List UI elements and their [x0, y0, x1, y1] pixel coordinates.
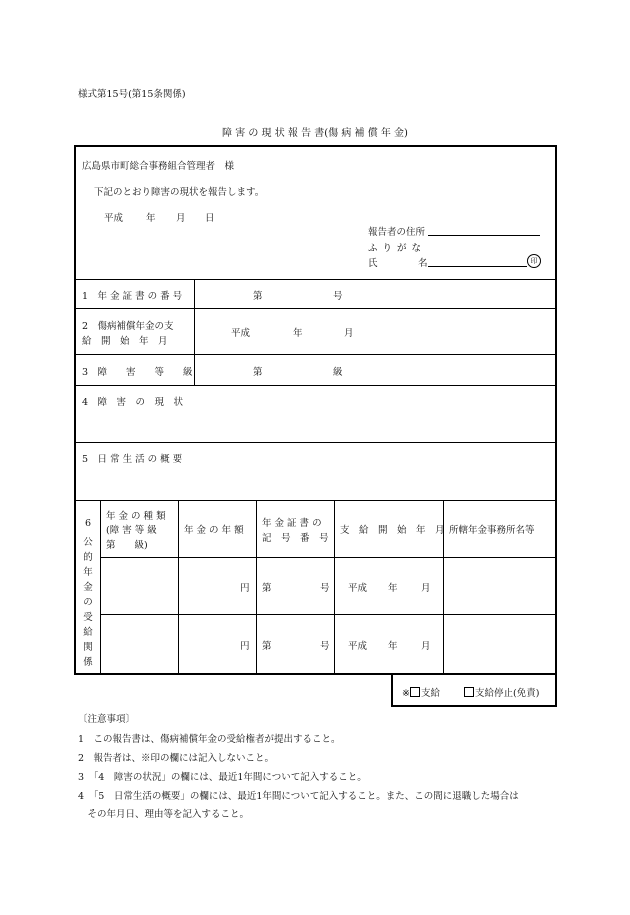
row2-label-line1: 2 傷病補償年金の支 — [82, 321, 174, 332]
date-year: 年 — [146, 213, 156, 224]
disability-status-field[interactable] — [80, 408, 550, 438]
addressee: 広島県市町総合事務組合管理者 様 — [82, 161, 235, 172]
pension-row2-dai: 第 — [262, 641, 272, 652]
pension-row2-go: 号 — [320, 641, 330, 652]
office-use-box — [402, 685, 539, 699]
pension-row1-go: 号 — [320, 583, 330, 594]
row3-label: 3 障 害 等 級 — [82, 367, 193, 378]
row2-month: 月 — [344, 328, 354, 339]
pension-row1-month: 月 — [421, 583, 431, 594]
intro-text: 下記のとおり障害の現状を報告します。 — [94, 187, 265, 198]
office-mark: ※ — [402, 688, 410, 699]
page-title: 障 害 の 現 状 報 告 書(傷 病 補 償 年 金) — [222, 128, 408, 139]
date-era: 平成 — [104, 213, 124, 224]
date-month: 月 — [176, 213, 186, 224]
pension-row1-year: 年 — [388, 583, 398, 594]
daily-life-field[interactable] — [80, 465, 550, 495]
date-day: 日 — [205, 213, 215, 224]
header-office-name: 所轄年金事務所名等 — [449, 525, 535, 536]
reporter-name-label-1: 氏 — [368, 258, 378, 269]
reporter-furigana-label: ふ り が な — [368, 243, 423, 254]
row1-label: 1 年 金 証 書 の 番 号 — [82, 291, 183, 302]
pension-row1-dai: 第 — [262, 583, 272, 594]
header-start-date: 支 給 開 始 年 月 — [340, 525, 445, 536]
row3-kyu: 級 — [333, 367, 343, 378]
reporter-address-field[interactable] — [428, 235, 540, 236]
header-annual-amount: 年 金 の 年 額 — [184, 525, 244, 536]
seal-icon: 印 — [527, 254, 541, 268]
stop-label: 支給停止(免責) — [475, 688, 540, 699]
header-pension-type-2: (障 害 等 級 — [106, 525, 157, 536]
notes-heading: 〔注意事項〕 — [78, 714, 136, 725]
header-pension-type-1: 年 金 の 種 類 — [106, 511, 166, 522]
note-item-4-cont: その年月日、理由等を記入すること。 — [78, 809, 250, 820]
row1-dai: 第 — [253, 291, 263, 302]
note-item-1: 1 この報告書は、傷病補償年金の受給権者が提出すること。 — [78, 734, 341, 745]
note-item-4: 4 「5 日常生活の概要」の欄には、最近1年間について記入すること。また、この間に退職した場合は — [78, 791, 519, 802]
pension-row2-era: 平成 — [348, 641, 368, 652]
note-item-2: 2 報告者は、※印の欄には記入しないこと。 — [78, 753, 275, 764]
stop-checkbox[interactable] — [464, 687, 474, 697]
reporter-name-label-2: 名 — [418, 258, 428, 269]
row4-label: 4 障 害 の 現 状 — [82, 397, 184, 408]
row2-year: 年 — [293, 328, 303, 339]
note-item-3: 3 「4 障害の状況」の欄には、最近1年間について記入すること。 — [78, 772, 367, 783]
form-number: 様式第15号(第15条関係) — [78, 89, 186, 100]
reporter-name-field[interactable] — [428, 266, 527, 267]
row1-go: 号 — [333, 291, 343, 302]
pension-row2-yen: 円 — [240, 641, 250, 652]
pension-row2-year: 年 — [388, 641, 398, 652]
row3-dai: 第 — [253, 367, 263, 378]
reporter-address-label: 報告者の住所 — [368, 227, 426, 238]
row2-label-line2: 給 開 始 年 月 — [82, 336, 168, 347]
pay-label: 支給 — [420, 688, 440, 699]
row5-label: 5 日 常 生 活 の 概 要 — [82, 454, 183, 465]
row2-era: 平成 — [231, 328, 251, 339]
pay-checkbox[interactable] — [410, 687, 420, 697]
header-cert-number-1: 年 金 証 書 の — [262, 518, 322, 529]
pension-row1-yen: 円 — [240, 583, 250, 594]
pension-row2-month: 月 — [421, 641, 431, 652]
pension-row1-era: 平成 — [348, 583, 368, 594]
header-pension-type-3: 第 級) — [106, 540, 148, 551]
header-cert-number-2: 記 号 番 号 — [262, 533, 329, 544]
